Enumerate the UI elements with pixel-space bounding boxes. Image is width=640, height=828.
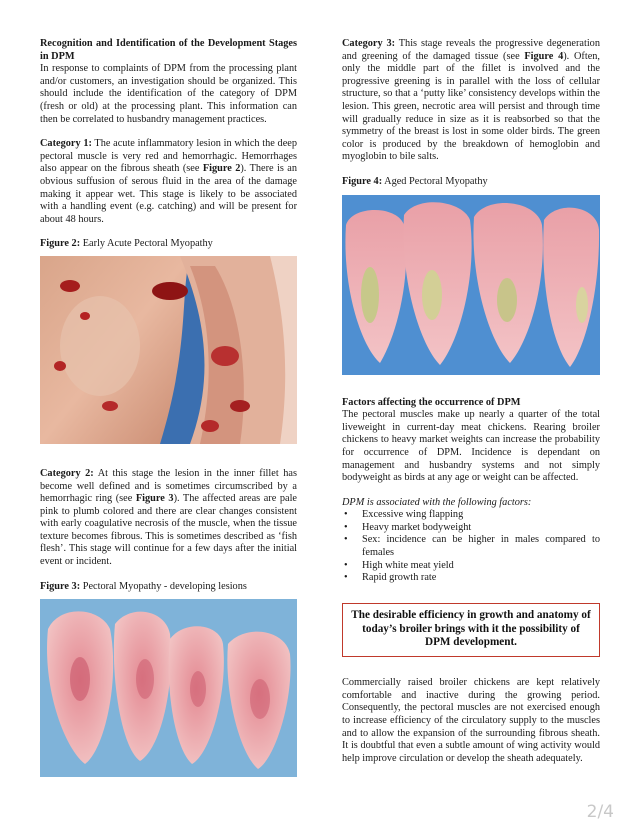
list-item: • Excessive wing flapping: [342, 509, 600, 522]
callout-text: The desirable efficiency in growth and anatomy of today’s broiler brings with it the possibility of DPM development.: [351, 608, 591, 649]
list-item: • High white meat yield: [342, 560, 600, 573]
right-column: [342, 38, 600, 765]
category-1-label: Category 1:: [40, 138, 92, 150]
left-column: [40, 38, 297, 777]
category-2-label: Category 2:: [40, 467, 94, 479]
figure-2-photo: [40, 256, 297, 444]
intro-paragraph: In response to complaints of DPM from the processing plant and/or customers, an investigation should be organized. This should include the identification of the category of DPM (fresh or old) at the processing plant. This information can then be correlated to husbandry management practices.: [40, 63, 297, 125]
category-3-label: Category 3:: [342, 38, 396, 49]
category-1-paragraph: Category 1: The acute inflammatory lesion in which the deep pectoral muscle is very red and hemorrhagic. Hemorrhages also appear on the fibrous sheath (see Figure 2). There is an obvious suffusion of serous fluid in the area of the damage making it appear wet. This stage is likely to be associated with a handling event (e.g. catching) and will be present for about 48 hours.: [40, 138, 297, 225]
figure-3-ref: Figure 3: [135, 493, 174, 505]
figure-4-photo: [342, 195, 600, 375]
figure-2-caption: Figure 2: Early Acute Pectoral Myopathy: [40, 238, 213, 250]
figure-3-photo: [40, 599, 297, 777]
factors-list: [342, 509, 600, 585]
factors-heading: Factors affecting the occurrence of DPM: [342, 396, 521, 408]
figure-4-ref: Figure 4: [524, 50, 564, 62]
aged-myopathy-image: [342, 195, 600, 375]
category-3-paragraph: Category 3: This stage reveals the progressive degeneration and greening of the damaged tissue (see Figure 4). Often, only the middle part of the fillet is involved and the progressive greening is in parallel with the loss of cellular structure, so that a ‘putty like’ consistency develops within the lesion. This green, necrotic area will persist and through time will gradually reduce in size as it is reabsorbed so that the symmetry of the breast is lost in some older birds. The green color is produced by the breakdown of hemoglobin and myoglobin to bile salts.: [342, 38, 601, 163]
figure-3-caption: Figure 3: Pectoral Myopathy - developing lesions: [40, 580, 247, 592]
figure-4-caption: Figure 4: Aged Pectoral Myopathy: [342, 175, 488, 187]
figure-2-ref: Figure 2: [202, 163, 241, 175]
association-intro: DPM is associated with the following factors:: [342, 496, 532, 508]
callout-box: [342, 603, 600, 657]
closing-paragraph: Commercially raised broiler chickens are kept relatively comfortable and inactive during the growing period. Consequently, the pectoral muscles are not exercised enough to increase efficiency of the circulatory supply to the muscles and to allow the expansion of the surrounding fibrous sheath. It is doubtful that even a subtle amount of wing activity would help improve circulation or develop the sheath adequately.: [342, 677, 600, 764]
list-item: • Sex: incidence can be higher in males compared to females: [342, 534, 600, 559]
page-number: 2/4: [586, 802, 614, 822]
category-2-paragraph: Category 2: At this stage the lesion in the inner fillet has become well defined and is sometimes circumscribed by a hemorrhagic ring (see Figure 3). The affected areas are pale pink to plumb colored and there are clear changes consistent with early coagulative necrosis of the muscle, when the tissue texture becomes fibrous. This is sometimes described as ‘fish flesh’. This stage will continue for a few days after the initial event or incident.: [40, 467, 298, 568]
acute-myopathy-image: [40, 256, 297, 444]
list-item: • Rapid growth rate: [342, 572, 600, 585]
factors-paragraph: The pectoral muscles make up nearly a quarter of the total liveweight in current-day meat chickens. Rearing broiler chickens to heavy market weights can increase the probability for occurrence of DPM. Incidence is dependant on management and husbandry systems and not simply bodyweight as birds at any age or weight can be affected.: [342, 409, 600, 484]
developing-lesions-image: [40, 599, 297, 777]
section-heading: Recognition and Identification of the Development Stages in DPM: [40, 38, 297, 62]
list-item: • Heavy market bodyweight: [342, 522, 600, 535]
